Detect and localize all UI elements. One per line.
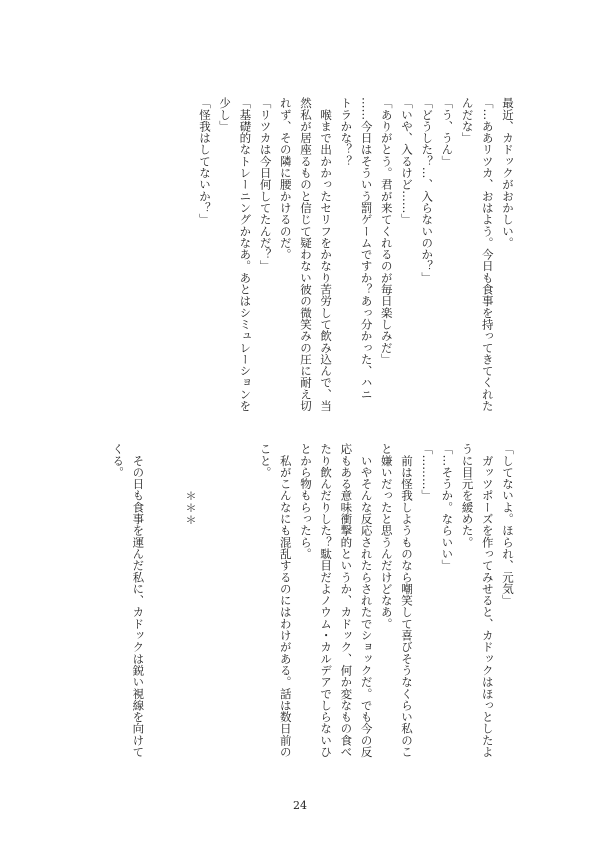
text-line: れず、その隣に腰かけるのだ。: [278, 97, 293, 261]
section-separator: ＊＊＊: [184, 490, 197, 526]
text-line: 前は怪我しようものなら嘲笑して喜びそうなくらい私のこ: [399, 443, 414, 758]
text-line: 「リツカは今日何してたんだ？」: [258, 97, 273, 272]
text-line: 「ありがとう。君が来てくれるのが毎日楽しみだ」: [379, 97, 394, 365]
text-line: くる。: [111, 443, 126, 478]
text-line: とから物もらったら。: [298, 443, 313, 560]
text-line: その日も食事を運んだ私に、カドックは鋭い視線を向けて: [131, 443, 146, 758]
page-number: 24: [293, 799, 307, 812]
text-line: ……今日はそういう罰ゲームですか？あっ分かった、ハニ: [359, 97, 374, 400]
text-line: 然私が居座るものと信じて疑わない彼の微笑みの圧に耐え切: [298, 97, 313, 412]
upper-text-block: [195, 97, 518, 412]
text-line: 「どうした？…、入らないのか？」: [420, 97, 435, 284]
text-line: うに目元を緩めた。: [460, 443, 475, 548]
text-line: こと。: [258, 443, 273, 478]
text-line: 「基礎的なトレーニングかなあ。あとはシミュレーションを: [238, 97, 253, 412]
text-line: 「………」: [420, 443, 435, 502]
text-line: 「してないよ。ほられ、元気」: [501, 443, 515, 607]
text-line: 「…ああリツカ、おはよう。今日も食事を持ってきてくれた: [480, 97, 495, 412]
text-line: 「…そうか。ならいい」: [440, 443, 455, 572]
text-line: 応もある意味衝撃的というか、カドック、何か変なもの食べ: [339, 443, 354, 758]
text-line: ガッツポーズを作ってみせると、カドックはほっとしたよ: [480, 443, 495, 758]
text-line: 少し」: [218, 97, 233, 132]
text-line: トラかな？？: [339, 97, 354, 167]
text-line: たり飲んだりした？駄目だよノウム・カルデアでしらないひ: [319, 443, 334, 758]
text-line: 「怪我はしてないか？」: [197, 97, 212, 226]
text-line: いやそんな反応されたらされたでショックだ。でも今の反: [359, 443, 374, 758]
text-line: 私がこんなにも混乱するのにはわけがある。話は数日前の: [278, 443, 293, 758]
text-line: 最近、カドックがおかしい。: [501, 97, 515, 249]
text-line: 喉まで出かかったセリフをかなり苦労して飲み込んで、当: [319, 97, 334, 412]
text-line: んだな」: [460, 97, 475, 144]
text-line: と嫌いだったと思うんだけどなあ。: [379, 443, 394, 630]
after-separator-block: [108, 443, 148, 758]
text-line: 「いや、入るけど……」: [399, 97, 414, 226]
lower-text-block: [255, 443, 518, 758]
text-line: 「う、うん」: [440, 97, 455, 167]
